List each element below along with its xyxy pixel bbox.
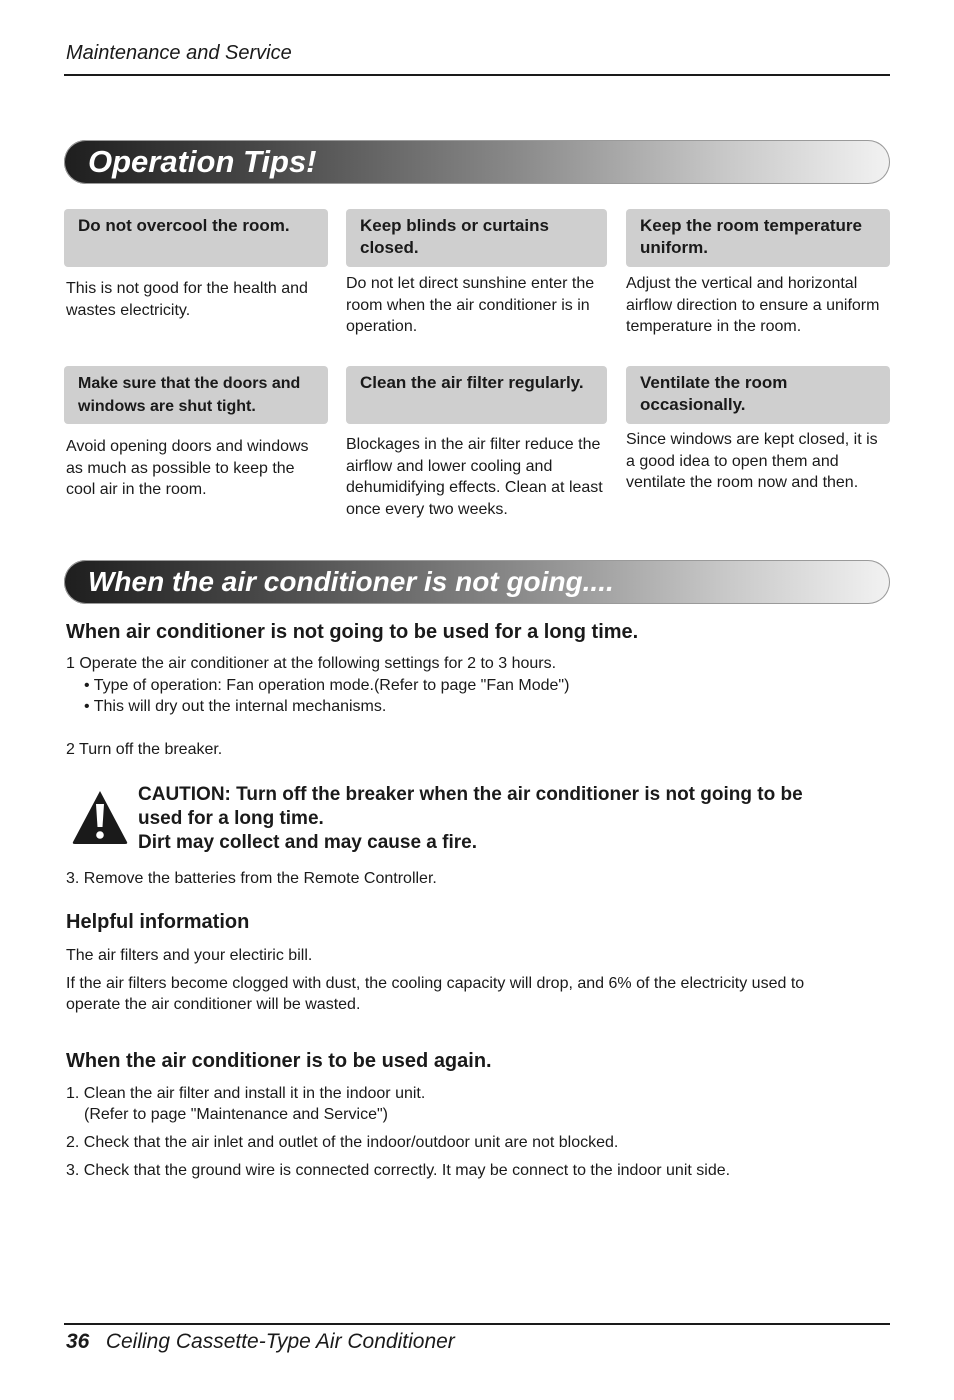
helpful-text: operate the air conditioner will be wasted.: [66, 996, 361, 1013]
helpful-text: If the air filters become clogged with dust, the cooling capacity will drop, and 6% of the electricity used to: [66, 975, 805, 992]
warning-icon: [70, 788, 130, 846]
tip-heading: Clean the air filter regularly.: [346, 366, 607, 424]
operation-tips-banner: [64, 140, 890, 184]
tip-body: Adjust the vertical and horizontal airflow direction to ensure a uniform temperature in the room.: [626, 275, 880, 335]
step-1-bullet: • This will dry out the internal mechanisms.: [84, 698, 387, 715]
operation-tips-title: Operation Tips!: [88, 144, 317, 179]
tip-heading: Ventilate the room occasionally.: [626, 366, 890, 424]
not-going-title: When the air conditioner is not going....: [88, 566, 614, 597]
long-time-heading: When air conditioner is not going to be used for a long time.: [66, 621, 639, 643]
helpful-heading: Helpful information: [66, 911, 250, 933]
step-1-bullet: • Type of operation: Fan operation mode.(Refer to page "Fan Mode"): [84, 677, 570, 694]
again-step: 3. Check that the ground wire is connected correctly. It may be connect to the indoor unit side.: [66, 1162, 731, 1179]
again-step: 2. Check that the air inlet and outlet of the indoor/outdoor unit are not blocked.: [66, 1134, 619, 1151]
tip-heading: Keep the room temperature uniform.: [626, 209, 890, 267]
tip-body: Blockages in the air filter reduce the airflow and lower cooling and dehumidifying effects. Clean at least once every two weeks.: [346, 436, 603, 518]
footer-doc-title: Ceiling Cassette-Type Air Conditioner: [105, 1330, 455, 1353]
tip-body: Since windows are kept closed, it is a good idea to open them and ventilate the room now and then.: [626, 431, 878, 491]
again-step: 1. Clean the air filter and install it in the indoor unit.: [66, 1085, 426, 1102]
not-going-banner: [64, 560, 890, 604]
used-again-heading: When the air conditioner is to be used again.: [66, 1050, 492, 1072]
step-3: 3. Remove the batteries from the Remote Controller.: [66, 870, 437, 887]
again-step-note: (Refer to page "Maintenance and Service"): [84, 1106, 388, 1123]
tip-heading: Make sure that the doors and windows are shut tight.: [64, 366, 328, 424]
tip-heading: Keep blinds or curtains closed.: [346, 209, 607, 267]
footer: [66, 1330, 455, 1354]
footer-rule: [64, 1323, 890, 1325]
step-2: 2 Turn off the breaker.: [66, 741, 223, 758]
tip-body: Do not let direct sunshine enter the room when the air conditioner is in operation.: [346, 275, 595, 335]
caution-line: Dirt may collect and may cause a fire.: [138, 832, 477, 853]
tip-body: Avoid opening doors and windows as much as possible to keep the cool air in the room.: [66, 438, 309, 498]
caution-line: CAUTION: Turn off the breaker when the air conditioner is not going to be: [138, 784, 803, 805]
helpful-text: The air filters and your electiric bill.: [66, 947, 313, 964]
caution-line: used for a long time.: [138, 808, 324, 829]
step-1: 1 Operate the air conditioner at the following settings for 2 to 3 hours.: [66, 655, 557, 672]
page-number: 36: [66, 1330, 90, 1353]
tip-heading: Do not overcool the room.: [64, 209, 328, 267]
tip-body: This is not good for the health and wastes electricity.: [66, 280, 308, 319]
header-rule: [64, 74, 890, 76]
running-header: Maintenance and Service: [66, 42, 292, 64]
